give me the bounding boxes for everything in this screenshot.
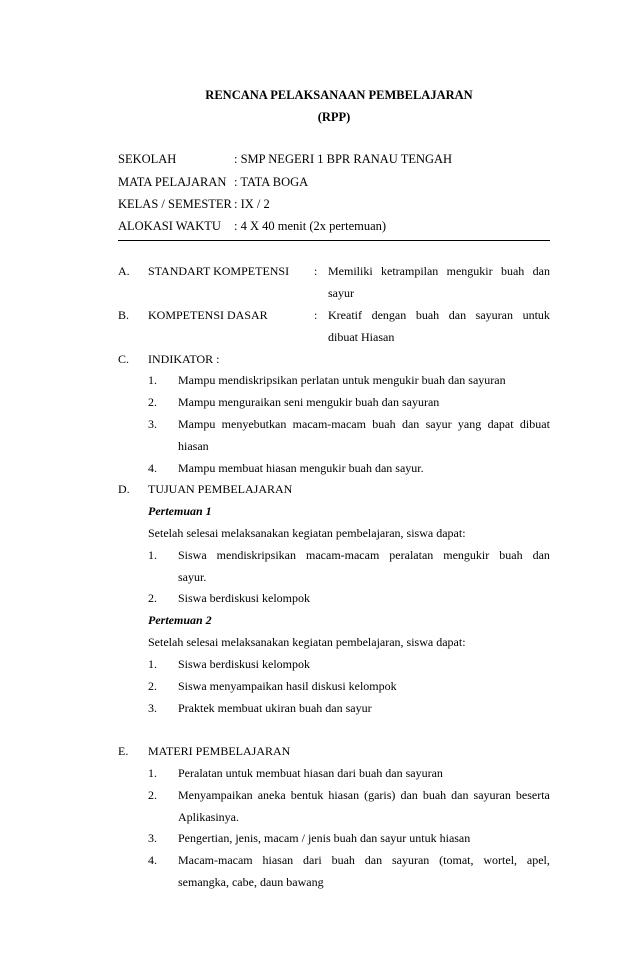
section-c-title: INDIKATOR : (148, 352, 220, 366)
word: untuk (522, 308, 550, 322)
list-item (178, 548, 550, 562)
word: hiasan (328, 788, 360, 802)
doc-title: RENCANA PELAKSANAAN PEMBELAJARAN (205, 88, 473, 102)
info-value: : TATA BOGA (234, 175, 309, 189)
list-number: 3. (148, 417, 157, 431)
section-a-letter: A. (118, 264, 130, 278)
word: buah (499, 548, 523, 562)
word: hiasan (262, 853, 294, 867)
section-e-letter: E. (118, 744, 129, 758)
word: buah (331, 853, 355, 867)
word: buah (415, 308, 440, 322)
meeting-1-intro: Setelah selesai melaksanakan kegiatan pembelajaran, siswa dapat: (148, 526, 466, 540)
list-item-cont: hiasan (178, 439, 209, 453)
word: sayuran (475, 308, 513, 322)
info-label: KELAS / SEMESTER (118, 197, 232, 211)
word: Siswa (178, 548, 207, 562)
info-value: : IX / 2 (234, 197, 270, 211)
list-number: 4. (148, 853, 157, 867)
word: mendiskripsikan (216, 548, 296, 562)
info-label: SEKOLAH (118, 152, 177, 166)
list-number: 2. (148, 395, 157, 409)
word: mengukir (446, 264, 493, 278)
word: Kreatif (328, 308, 362, 322)
word: dengan (371, 308, 407, 322)
doc-subtitle: (RPP) (317, 110, 351, 124)
list-number: 1. (148, 766, 157, 780)
info-value: : SMP NEGERI 1 BPR RANAU TENGAH (234, 152, 453, 166)
section-e-title: MATERI PEMBELAJARAN (148, 744, 291, 758)
list-item (178, 853, 550, 867)
list-item: Siswa berdiskusi kelompok (178, 591, 310, 605)
word: sayuran (391, 853, 430, 867)
word: menyebutkan (221, 417, 287, 431)
word: sayur (425, 417, 452, 431)
word: peralatan (389, 548, 434, 562)
section-b-text (328, 308, 550, 322)
word: dan (451, 788, 469, 802)
list-item: Praktek membuat ukiran buah dan sayur (178, 701, 372, 715)
word: buah (372, 417, 396, 431)
word: dari (303, 853, 322, 867)
section-a-colon: : (314, 264, 318, 278)
list-number: 2. (148, 591, 157, 605)
section-b-title: KOMPETENSI DASAR (148, 308, 268, 322)
section-d-letter: D. (118, 482, 130, 496)
word: Macam-macam (178, 853, 253, 867)
list-item-cont: semangka, cabe, daun bawang (178, 875, 324, 889)
word: wortel, (483, 853, 518, 867)
list-item (178, 417, 550, 431)
section-d-title: TUJUAN PEMBELAJARAN (148, 482, 293, 496)
meeting-2-intro: Setelah selesai melaksanakan kegiatan pembelajaran, siswa dapat: (148, 635, 466, 649)
list-item: Peralatan untuk membuat hiasan dari buah dan sayuran (178, 766, 443, 780)
list-item: Mampu mendiskripsikan perlatan untuk mengukir buah dan sayuran (178, 373, 506, 387)
list-number: 2. (148, 679, 157, 693)
list-item: Mampu menguraikan seni mengukir buah dan sayuran (178, 395, 440, 409)
word: (tomat, (439, 853, 474, 867)
list-number: 3. (148, 701, 157, 715)
word: (garis) (364, 788, 396, 802)
list-item-cont: sayur. (178, 570, 207, 584)
info-label: MATA PELAJARAN (118, 175, 227, 189)
word: buah (422, 788, 447, 802)
section-a-text (328, 264, 550, 278)
word: yang (457, 417, 482, 431)
list-item: Siswa berdiskusi kelompok (178, 657, 310, 671)
list-number: 1. (148, 373, 157, 387)
list-number: 1. (148, 657, 157, 671)
word: dan (532, 548, 550, 562)
word: beserta (515, 788, 550, 802)
word: apel, (526, 853, 550, 867)
word: mengukir (443, 548, 490, 562)
section-a-text-cont: sayur (328, 286, 354, 300)
section-c-letter: C. (118, 352, 130, 366)
word: sayuran (473, 788, 511, 802)
word: Memiliki (328, 264, 373, 278)
list-number: 3. (148, 831, 157, 845)
section-a-title: STANDART KOMPETENSI (148, 264, 290, 278)
word: dan (448, 308, 467, 322)
word: aneka (257, 788, 286, 802)
word: Mampu (178, 417, 216, 431)
word: dibuat (519, 417, 550, 431)
meeting-1-title: Pertemuan 1 (148, 504, 212, 518)
list-item: Pengertian, jenis, macam / jenis buah dan sayur untuk hiasan (178, 831, 471, 845)
word: bentuk (290, 788, 324, 802)
info-value: : 4 X 40 menit (2x pertemuan) (234, 219, 387, 233)
word: macam-macam (292, 417, 366, 431)
list-item-cont: Aplikasinya. (178, 810, 239, 824)
word: dan (400, 788, 418, 802)
section-b-colon: : (314, 308, 318, 322)
word: ketrampilan (381, 264, 439, 278)
word: dapat (487, 417, 514, 431)
list-item: Mampu membuat hiasan mengukir buah dan sayur. (178, 461, 424, 475)
word: buah (500, 264, 525, 278)
list-number: 1. (148, 548, 157, 562)
word: dan (364, 853, 383, 867)
divider (118, 240, 550, 241)
word: dan (532, 264, 550, 278)
info-label: ALOKASI WAKTU (118, 219, 221, 233)
word: Menyampaikan (178, 788, 253, 802)
list-number: 4. (148, 461, 157, 475)
word: dan (401, 417, 420, 431)
list-number: 2. (148, 788, 157, 802)
section-b-letter: B. (118, 308, 130, 322)
section-b-text-cont: dibuat Hiasan (328, 330, 395, 344)
meeting-2-title: Pertemuan 2 (148, 613, 212, 627)
word: macam-macam (306, 548, 380, 562)
list-item (178, 788, 550, 802)
list-item: Siswa menyampaikan hasil diskusi kelompok (178, 679, 397, 693)
